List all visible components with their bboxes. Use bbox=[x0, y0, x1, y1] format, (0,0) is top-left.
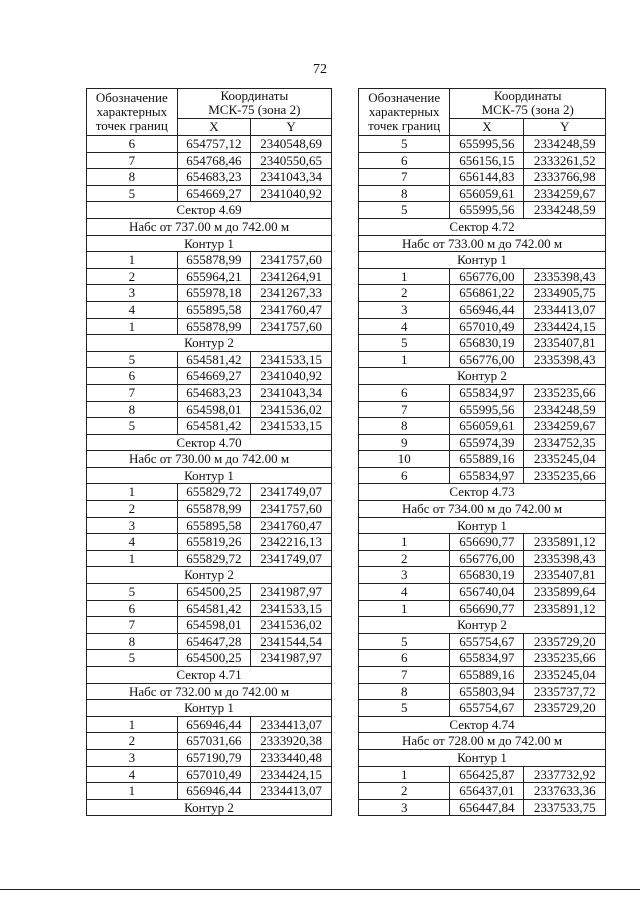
x-header: X bbox=[450, 118, 524, 135]
page-number: 72 bbox=[313, 62, 327, 77]
x-coordinate: 654598,01 bbox=[177, 401, 251, 418]
x-coordinate: 655803,94 bbox=[450, 683, 524, 700]
point-number: 2 bbox=[87, 268, 178, 285]
table-row bbox=[359, 169, 606, 186]
section-label: Набс от 728.00 м до 742.00 м bbox=[359, 733, 606, 750]
y-coordinate: 2335407,81 bbox=[524, 335, 606, 352]
x-coordinate: 654500,25 bbox=[177, 584, 251, 601]
x-coordinate: 656776,00 bbox=[450, 268, 524, 285]
x-coordinate: 657190,79 bbox=[177, 749, 251, 766]
y-coordinate: 2334259,67 bbox=[524, 418, 606, 435]
point-number: 7 bbox=[87, 152, 178, 169]
x-coordinate: 657031,66 bbox=[177, 733, 251, 750]
y-coordinate: 2341043,34 bbox=[251, 384, 332, 401]
point-number: 1 bbox=[87, 318, 178, 335]
y-coordinate: 2335899,64 bbox=[524, 584, 606, 601]
table-row bbox=[359, 766, 606, 783]
table-row bbox=[87, 169, 332, 186]
x-coordinate: 656946,44 bbox=[177, 716, 251, 733]
point-number: 4 bbox=[359, 318, 450, 335]
point-number: 6 bbox=[87, 368, 178, 385]
table-row bbox=[87, 783, 332, 800]
y-coordinate: 2341533,15 bbox=[251, 418, 332, 435]
x-coordinate: 655995,56 bbox=[450, 202, 524, 219]
section-label: Контур 1 bbox=[87, 467, 332, 484]
y-coordinate: 2337732,92 bbox=[524, 766, 606, 783]
x-coordinate: 655895,58 bbox=[177, 517, 251, 534]
section-row bbox=[359, 617, 606, 634]
table-row bbox=[87, 418, 332, 435]
y-coordinate: 2341987,97 bbox=[251, 584, 332, 601]
y-coordinate: 2340548,69 bbox=[251, 136, 332, 153]
point-designation-header: Обозначение характерных точек границ bbox=[359, 89, 450, 136]
table-row bbox=[87, 766, 332, 783]
x-coordinate: 654768,46 bbox=[177, 152, 251, 169]
y-coordinate: 2335407,81 bbox=[524, 567, 606, 584]
table-row bbox=[87, 185, 332, 202]
point-number: 8 bbox=[87, 401, 178, 418]
section-label: Контур 2 bbox=[87, 335, 332, 352]
point-number: 3 bbox=[359, 301, 450, 318]
point-number: 8 bbox=[87, 169, 178, 186]
table-row bbox=[87, 600, 332, 617]
point-number: 5 bbox=[87, 650, 178, 667]
table-row bbox=[87, 749, 332, 766]
point-number: 4 bbox=[359, 584, 450, 601]
point-number: 1 bbox=[359, 351, 450, 368]
y-coordinate: 2341043,34 bbox=[251, 169, 332, 186]
table-row bbox=[87, 318, 332, 335]
point-number: 7 bbox=[87, 617, 178, 634]
x-coordinate: 656690,77 bbox=[450, 600, 524, 617]
y-coordinate: 2335235,66 bbox=[524, 384, 606, 401]
point-number: 5 bbox=[359, 136, 450, 153]
point-number: 5 bbox=[359, 335, 450, 352]
point-number: 3 bbox=[359, 799, 450, 816]
y-coordinate: 2341536,02 bbox=[251, 617, 332, 634]
y-coordinate: 2341987,97 bbox=[251, 650, 332, 667]
section-label: Сектор 4.74 bbox=[359, 716, 606, 733]
table-row bbox=[87, 633, 332, 650]
table-row bbox=[359, 202, 606, 219]
section-label: Контур 2 bbox=[359, 368, 606, 385]
point-number: 5 bbox=[87, 584, 178, 601]
y-coordinate: 2334905,75 bbox=[524, 285, 606, 302]
x-coordinate: 656059,61 bbox=[450, 418, 524, 435]
x-coordinate: 656059,61 bbox=[450, 185, 524, 202]
y-coordinate: 2341040,92 bbox=[251, 368, 332, 385]
y-header: Y bbox=[251, 118, 332, 135]
x-coordinate: 655754,67 bbox=[450, 700, 524, 717]
section-row bbox=[87, 667, 332, 684]
x-header: X bbox=[177, 118, 251, 135]
x-coordinate: 656740,04 bbox=[450, 584, 524, 601]
point-number: 1 bbox=[87, 716, 178, 733]
y-coordinate: 2335245,04 bbox=[524, 451, 606, 468]
x-coordinate: 656776,00 bbox=[450, 550, 524, 567]
table-row bbox=[359, 650, 606, 667]
y-coordinate: 2334413,07 bbox=[251, 783, 332, 800]
point-number: 6 bbox=[87, 136, 178, 153]
table-row bbox=[359, 384, 606, 401]
x-coordinate: 656861,22 bbox=[450, 285, 524, 302]
section-row bbox=[87, 467, 332, 484]
x-coordinate: 655995,56 bbox=[450, 136, 524, 153]
point-number: 1 bbox=[87, 783, 178, 800]
x-coordinate: 654581,42 bbox=[177, 418, 251, 435]
y-coordinate: 2341760,47 bbox=[251, 301, 332, 318]
x-coordinate: 657010,49 bbox=[450, 318, 524, 335]
x-coordinate: 655978,18 bbox=[177, 285, 251, 302]
y-coordinate: 2341757,60 bbox=[251, 252, 332, 269]
x-coordinate: 655878,99 bbox=[177, 252, 251, 269]
section-row bbox=[359, 235, 606, 252]
point-number: 2 bbox=[359, 550, 450, 567]
table-row bbox=[359, 567, 606, 584]
table-row bbox=[87, 517, 332, 534]
table-row bbox=[87, 617, 332, 634]
y-coordinate: 2341040,92 bbox=[251, 185, 332, 202]
table-row bbox=[359, 351, 606, 368]
y-coordinate: 2333920,38 bbox=[251, 733, 332, 750]
x-coordinate: 655964,21 bbox=[177, 268, 251, 285]
point-number: 5 bbox=[359, 202, 450, 219]
table-row bbox=[359, 683, 606, 700]
table-row bbox=[359, 185, 606, 202]
point-number: 4 bbox=[87, 534, 178, 551]
x-coordinate: 656425,87 bbox=[450, 766, 524, 783]
section-label: Контур 2 bbox=[87, 799, 332, 816]
point-number: 8 bbox=[87, 633, 178, 650]
table-row bbox=[87, 136, 332, 153]
x-coordinate: 655895,58 bbox=[177, 301, 251, 318]
y-coordinate: 2341757,60 bbox=[251, 318, 332, 335]
point-number: 5 bbox=[359, 700, 450, 717]
table-row bbox=[359, 418, 606, 435]
x-coordinate: 655889,16 bbox=[450, 667, 524, 684]
section-label: Сектор 4.72 bbox=[359, 218, 606, 235]
y-coordinate: 2341760,47 bbox=[251, 517, 332, 534]
section-row bbox=[87, 202, 332, 219]
point-number: 6 bbox=[359, 467, 450, 484]
point-number: 3 bbox=[87, 749, 178, 766]
table-row bbox=[87, 550, 332, 567]
table-row bbox=[359, 550, 606, 567]
section-row bbox=[87, 235, 332, 252]
x-coordinate: 654757,12 bbox=[177, 136, 251, 153]
x-coordinate: 655829,72 bbox=[177, 550, 251, 567]
section-row bbox=[359, 252, 606, 269]
point-number: 8 bbox=[359, 418, 450, 435]
point-number: 6 bbox=[359, 152, 450, 169]
y-coordinate: 2341533,15 bbox=[251, 351, 332, 368]
point-number: 1 bbox=[87, 550, 178, 567]
x-coordinate: 654669,27 bbox=[177, 368, 251, 385]
point-number: 7 bbox=[359, 169, 450, 186]
y-coordinate: 2341533,15 bbox=[251, 600, 332, 617]
point-number: 1 bbox=[359, 534, 450, 551]
y-coordinate: 2334752,35 bbox=[524, 434, 606, 451]
y-coordinate: 2335398,43 bbox=[524, 351, 606, 368]
section-label: Контур 1 bbox=[359, 517, 606, 534]
section-label: Сектор 4.71 bbox=[87, 667, 332, 684]
section-label: Сектор 4.69 bbox=[87, 202, 332, 219]
point-number: 2 bbox=[87, 733, 178, 750]
y-coordinate: 2333766,98 bbox=[524, 169, 606, 186]
y-coordinate: 2335737,72 bbox=[524, 683, 606, 700]
section-row bbox=[359, 368, 606, 385]
y-coordinate: 2342216,13 bbox=[251, 534, 332, 551]
table-row bbox=[87, 733, 332, 750]
table-row bbox=[359, 534, 606, 551]
table-row bbox=[87, 152, 332, 169]
x-coordinate: 656156,15 bbox=[450, 152, 524, 169]
point-number: 4 bbox=[87, 301, 178, 318]
table-row bbox=[359, 451, 606, 468]
x-coordinate: 654683,23 bbox=[177, 384, 251, 401]
x-coordinate: 656690,77 bbox=[450, 534, 524, 551]
x-coordinate: 655834,97 bbox=[450, 650, 524, 667]
table-row bbox=[87, 484, 332, 501]
section-row bbox=[87, 567, 332, 584]
y-coordinate: 2334413,07 bbox=[251, 716, 332, 733]
point-number: 7 bbox=[359, 667, 450, 684]
table-row bbox=[87, 285, 332, 302]
y-coordinate: 2340550,65 bbox=[251, 152, 332, 169]
point-number: 3 bbox=[87, 517, 178, 534]
point-number: 8 bbox=[359, 683, 450, 700]
y-coordinate: 2341267,33 bbox=[251, 285, 332, 302]
table-row bbox=[359, 467, 606, 484]
section-row bbox=[359, 733, 606, 750]
y-coordinate: 2335729,20 bbox=[524, 633, 606, 650]
point-number: 3 bbox=[359, 567, 450, 584]
x-coordinate: 656830,19 bbox=[450, 567, 524, 584]
y-coordinate: 2335891,12 bbox=[524, 600, 606, 617]
section-row bbox=[87, 451, 332, 468]
section-label: Контур 2 bbox=[87, 567, 332, 584]
section-row bbox=[359, 484, 606, 501]
table-row bbox=[87, 301, 332, 318]
y-coordinate: 2337533,75 bbox=[524, 799, 606, 816]
y-coordinate: 2333440,48 bbox=[251, 749, 332, 766]
section-row bbox=[87, 335, 332, 352]
table-row bbox=[87, 401, 332, 418]
table-row bbox=[359, 401, 606, 418]
section-row bbox=[87, 799, 332, 816]
point-number: 3 bbox=[87, 285, 178, 302]
x-coordinate: 654500,25 bbox=[177, 650, 251, 667]
x-coordinate: 656144,83 bbox=[450, 169, 524, 186]
point-number: 5 bbox=[87, 351, 178, 368]
point-number: 1 bbox=[359, 600, 450, 617]
point-number: 4 bbox=[87, 766, 178, 783]
x-coordinate: 655995,56 bbox=[450, 401, 524, 418]
coordinates-table-left bbox=[86, 88, 332, 816]
x-coordinate: 654581,42 bbox=[177, 351, 251, 368]
y-coordinate: 2333261,52 bbox=[524, 152, 606, 169]
x-coordinate: 656776,00 bbox=[450, 351, 524, 368]
y-coordinate: 2335235,66 bbox=[524, 650, 606, 667]
section-label: Набс от 734.00 м до 742.00 м bbox=[359, 501, 606, 518]
x-coordinate: 656447,84 bbox=[450, 799, 524, 816]
x-coordinate: 655974,39 bbox=[450, 434, 524, 451]
table-row bbox=[87, 534, 332, 551]
x-coordinate: 655889,16 bbox=[450, 451, 524, 468]
y-coordinate: 2335729,20 bbox=[524, 700, 606, 717]
y-coordinate: 2334424,15 bbox=[524, 318, 606, 335]
table-row bbox=[359, 285, 606, 302]
table-row bbox=[359, 152, 606, 169]
y-coordinate: 2334248,59 bbox=[524, 401, 606, 418]
x-coordinate: 656946,44 bbox=[450, 301, 524, 318]
y-coordinate: 2335398,43 bbox=[524, 550, 606, 567]
point-number: 2 bbox=[359, 285, 450, 302]
coordinates-table-right bbox=[358, 88, 606, 816]
x-coordinate: 655829,72 bbox=[177, 484, 251, 501]
section-label: Контур 1 bbox=[87, 700, 332, 717]
point-number: 1 bbox=[87, 252, 178, 269]
table-row bbox=[359, 268, 606, 285]
y-coordinate: 2335235,66 bbox=[524, 467, 606, 484]
section-row bbox=[87, 218, 332, 235]
table-row bbox=[359, 584, 606, 601]
x-coordinate: 655834,97 bbox=[450, 384, 524, 401]
y-coordinate: 2341749,07 bbox=[251, 484, 332, 501]
section-row bbox=[359, 517, 606, 534]
section-row bbox=[359, 218, 606, 235]
point-number: 6 bbox=[359, 384, 450, 401]
section-row bbox=[359, 749, 606, 766]
table-row bbox=[87, 501, 332, 518]
table-row bbox=[359, 136, 606, 153]
y-coordinate: 2334248,59 bbox=[524, 136, 606, 153]
x-coordinate: 654647,28 bbox=[177, 633, 251, 650]
point-number: 1 bbox=[359, 766, 450, 783]
section-label: Контур 1 bbox=[359, 749, 606, 766]
section-row bbox=[87, 434, 332, 451]
table-row bbox=[359, 783, 606, 800]
x-coordinate: 655754,67 bbox=[450, 633, 524, 650]
table-row bbox=[87, 650, 332, 667]
section-row bbox=[359, 716, 606, 733]
point-number: 10 bbox=[359, 451, 450, 468]
point-number: 6 bbox=[359, 650, 450, 667]
y-coordinate: 2341544,54 bbox=[251, 633, 332, 650]
coordinates-header: Координаты МСК-75 (зона 2) bbox=[450, 89, 606, 119]
table-row bbox=[359, 434, 606, 451]
table-row bbox=[87, 351, 332, 368]
x-coordinate: 657010,49 bbox=[177, 766, 251, 783]
section-label: Контур 2 bbox=[359, 617, 606, 634]
y-coordinate: 2335891,12 bbox=[524, 534, 606, 551]
y-coordinate: 2335245,04 bbox=[524, 667, 606, 684]
y-coordinate: 2341264,91 bbox=[251, 268, 332, 285]
point-number: 7 bbox=[87, 384, 178, 401]
table-row bbox=[87, 368, 332, 385]
page-bottom-rule bbox=[0, 889, 640, 890]
section-label: Контур 1 bbox=[87, 235, 332, 252]
x-coordinate: 655834,97 bbox=[450, 467, 524, 484]
x-coordinate: 656437,01 bbox=[450, 783, 524, 800]
y-coordinate: 2334259,67 bbox=[524, 185, 606, 202]
y-coordinate: 2341757,60 bbox=[251, 501, 332, 518]
table-row bbox=[87, 252, 332, 269]
point-number: 2 bbox=[87, 501, 178, 518]
table-row bbox=[359, 301, 606, 318]
point-number: 9 bbox=[359, 434, 450, 451]
section-label: Сектор 4.73 bbox=[359, 484, 606, 501]
point-number: 5 bbox=[87, 185, 178, 202]
x-coordinate: 654581,42 bbox=[177, 600, 251, 617]
y-coordinate: 2334413,07 bbox=[524, 301, 606, 318]
section-label: Набс от 730.00 м до 742.00 м bbox=[87, 451, 332, 468]
table-row bbox=[359, 600, 606, 617]
section-label: Набс от 737.00 м до 742.00 м bbox=[87, 218, 332, 235]
y-coordinate: 2341749,07 bbox=[251, 550, 332, 567]
y-header: Y bbox=[524, 118, 606, 135]
section-row bbox=[87, 683, 332, 700]
x-coordinate: 655878,99 bbox=[177, 318, 251, 335]
x-coordinate: 655819,26 bbox=[177, 534, 251, 551]
x-coordinate: 654598,01 bbox=[177, 617, 251, 634]
table-row bbox=[87, 384, 332, 401]
table-row bbox=[359, 335, 606, 352]
y-coordinate: 2335398,43 bbox=[524, 268, 606, 285]
point-number: 5 bbox=[359, 633, 450, 650]
section-label: Набс от 733.00 м до 742.00 м bbox=[359, 235, 606, 252]
point-number: 1 bbox=[87, 484, 178, 501]
table-row bbox=[359, 633, 606, 650]
point-number: 1 bbox=[359, 268, 450, 285]
x-coordinate: 654669,27 bbox=[177, 185, 251, 202]
section-label: Сектор 4.70 bbox=[87, 434, 332, 451]
point-number: 6 bbox=[87, 600, 178, 617]
section-label: Контур 1 bbox=[359, 252, 606, 269]
table-row bbox=[87, 584, 332, 601]
x-coordinate: 655878,99 bbox=[177, 501, 251, 518]
x-coordinate: 656946,44 bbox=[177, 783, 251, 800]
table-row bbox=[359, 799, 606, 816]
table-row bbox=[87, 268, 332, 285]
section-row bbox=[87, 700, 332, 717]
section-label: Набс от 732.00 м до 742.00 м bbox=[87, 683, 332, 700]
coordinates-header: Координаты МСК-75 (зона 2) bbox=[177, 89, 331, 119]
point-number: 5 bbox=[87, 418, 178, 435]
table-row bbox=[87, 716, 332, 733]
y-coordinate: 2337633,36 bbox=[524, 783, 606, 800]
table-row bbox=[359, 318, 606, 335]
point-number: 2 bbox=[359, 783, 450, 800]
point-number: 8 bbox=[359, 185, 450, 202]
point-number: 7 bbox=[359, 401, 450, 418]
point-designation-header: Обозначение характерных точек границ bbox=[87, 89, 178, 136]
x-coordinate: 656830,19 bbox=[450, 335, 524, 352]
table-row bbox=[359, 667, 606, 684]
section-row bbox=[359, 501, 606, 518]
y-coordinate: 2341536,02 bbox=[251, 401, 332, 418]
y-coordinate: 2334248,59 bbox=[524, 202, 606, 219]
x-coordinate: 654683,23 bbox=[177, 169, 251, 186]
y-coordinate: 2334424,15 bbox=[251, 766, 332, 783]
table-row bbox=[359, 700, 606, 717]
